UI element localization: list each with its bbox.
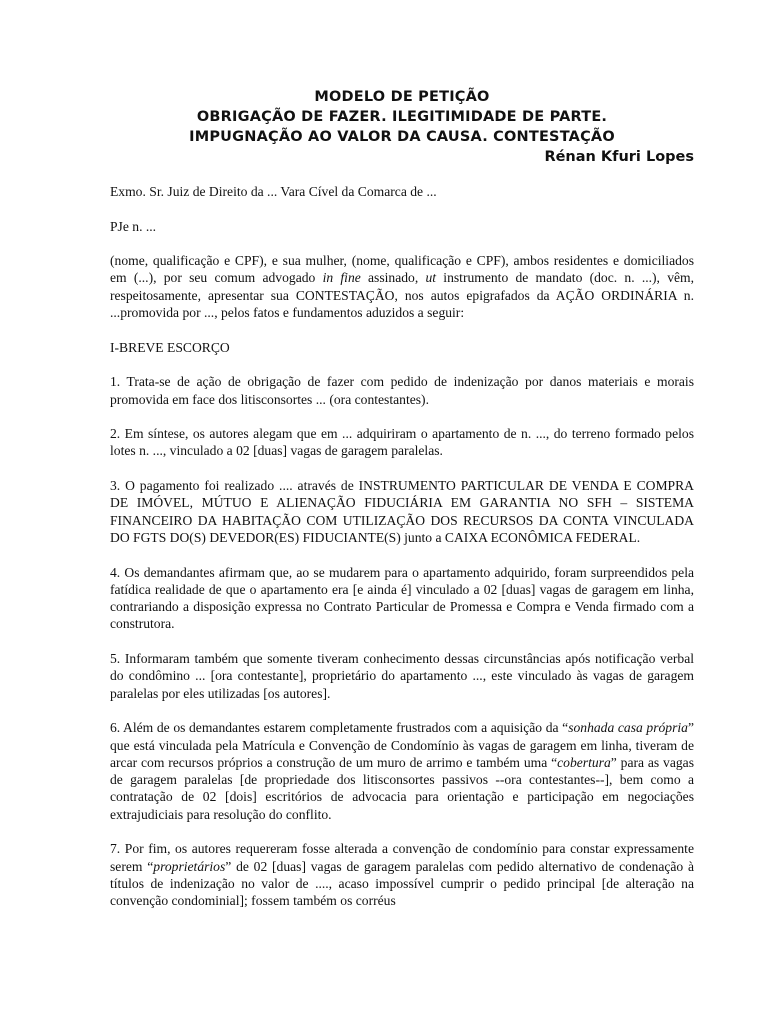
intro-in-fine: in fine <box>322 270 361 286</box>
p7-emphasis-1: proprietários <box>153 858 226 874</box>
paragraph-5: 5. Informaram também que somente tiveram conhecimento dessas circunstâncias após notificação verbal do condômino ... [ora contestante], proprietário do apartamento ..., este vinculado às vagas de garagem paralelas por eles utilizadas [os autores]. <box>110 651 694 701</box>
p6-text-3: ” para as vagas de garagem paralelas [de propriedade dos litisconsortes passivos --ora contestantes--], bem como a contratação de 02 [dois] escritórios de advocacia para orientação e participação em negociações extrajudiciais para resolução do conflito. <box>110 754 695 822</box>
title-line-3: IMPUGNAÇÃO AO VALOR DA CAUSA. CONTESTAÇÃO <box>189 129 615 145</box>
intro-text-2: assinado, <box>360 270 426 286</box>
p6-text-2: ” que está vinculada pela Matrícula e Convenção de Condomínio às vagas de garagem em linha, tiveram de arcar com recursos próprios a construção de um muro de arrimo e também uma “ <box>110 720 694 770</box>
p6-emphasis-1: sonhada casa própria <box>568 720 688 736</box>
document-body <box>110 183 694 909</box>
paragraph-6 <box>110 719 694 823</box>
intro-text-3: instrumento de mandato (doc. n. ...), vêm, respeitosamente, apresentar sua CONTESTAÇÃO, nos autos epigrafados da AÇÃO ORDINÁRIA n. ...promovida por ..., pelos fatos e fundamentos aduzidos a seguir: <box>110 270 695 321</box>
paragraph-7 <box>110 840 694 909</box>
paragraph-2: 2. Em síntese, os autores alegam que em ... adquiriram o apartamento de n. ..., do terreno formado pelos lotes n. ..., vinculado a 02 [duas] vagas de garagem paralelas. <box>110 426 694 459</box>
p7-text-1: 7. Por fim, os autores requereram fosse alterada a convenção de condomínio para constar expressamente serem “ <box>110 841 694 874</box>
section-heading: I-BREVE ESCORÇO <box>110 339 230 355</box>
addressee: Exmo. Sr. Juiz de Direito da ... Vara Cível da Comarca de ... <box>110 184 437 199</box>
intro-text-1: (nome, qualificação e CPF), e sua mulher, (nome, qualificação e CPF), ambos residentes e domiciliados em (...), por seu comum advogado <box>110 253 694 286</box>
title-line-1: MODELO DE PETIÇÃO <box>314 89 490 105</box>
author-name: Rénan Kfuri Lopes <box>544 149 694 165</box>
p7-text-2: ” de 02 [duas] vagas de garagem paralelas com pedido alternativo de condenação à títulos de indenização no valor de ...., acaso impossível cumprir o pedido principal [de alteração na convenção condominial]; fossem também os corréus <box>110 858 695 909</box>
intro-paragraph <box>110 252 694 321</box>
p6-text-1: 6. Além de os demandantes estarem completamente frustrados com a aquisição da “ <box>110 720 569 736</box>
title-line-2: OBRIGAÇÃO DE FAZER. ILEGITIMIDADE DE PARTE. <box>196 109 608 125</box>
paragraph-4: 4. Os demandantes afirmam que, ao se mudarem para o apartamento adquirido, foram surpreendidos pela fatídica realidade de que o apartamento era [e ainda é] vinculado a 02 [duas] vagas de garagem em linha, contrariando a disposição expressa no Contrato Particular de Promessa e Compra e Venda firmado com a construtora. <box>110 564 694 632</box>
paragraph-1: 1. Trata-se de ação de obrigação de fazer com pedido de indenização por danos materiais e morais promovida em face dos litisconsortes ... (ora contestantes). <box>110 374 694 407</box>
p6-emphasis-2: cobertura <box>557 754 611 770</box>
document-page <box>110 87 694 909</box>
intro-ut: ut <box>425 270 437 286</box>
process-number: PJe n. ... <box>110 218 157 234</box>
paragraph-3: 3. O pagamento foi realizado .... através de INSTRUMENTO PARTICULAR DE VENDA E COMPRA DE IMÓVEL, MÚTUO E ALIENAÇÃO FIDUCIÁRIA EM GARANTIA NO SFH – SISTEMA FINANCEIRO DA HABITAÇÃO COM UTILIZAÇÃO DOS RECURSOS DA CONTA VINCULADA DO FGTS DO(S) DEVEDOR(ES) FIDUCIANTE(S) junto a CAIXA ECONÔMICA FEDERAL. <box>110 478 694 545</box>
document-title-block <box>110 87 694 147</box>
